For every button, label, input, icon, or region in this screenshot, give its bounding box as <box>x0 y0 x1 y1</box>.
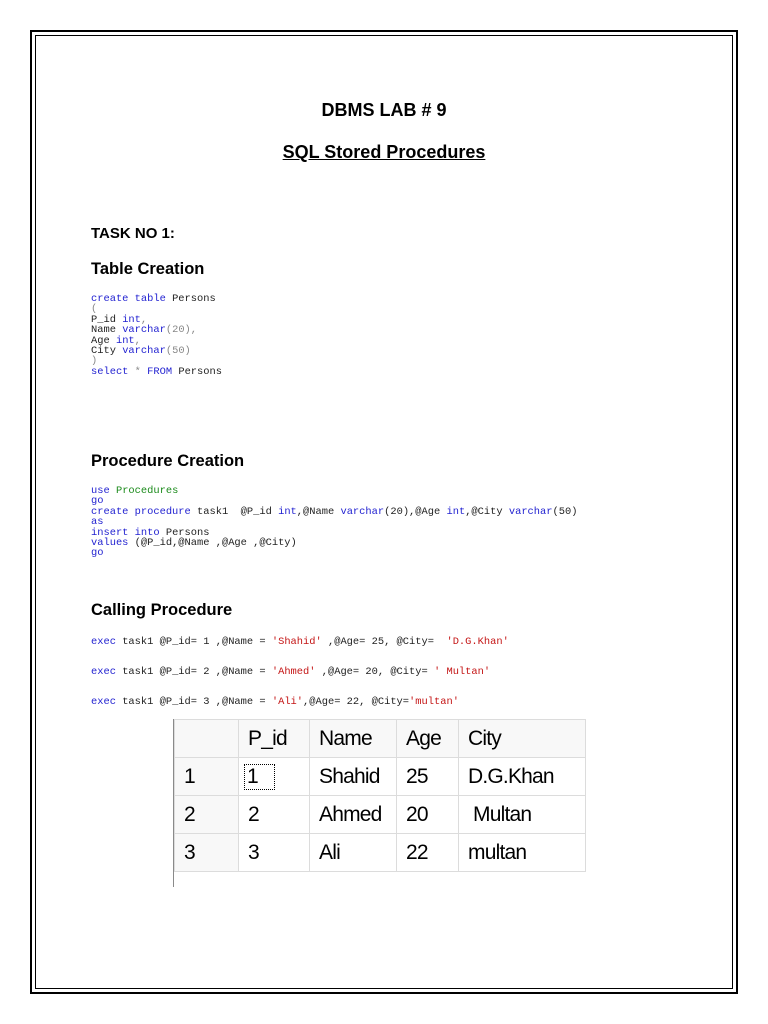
table-creation-heading: Table Creation <box>91 260 205 278</box>
grid-cell-city[interactable]: Multan <box>459 796 586 834</box>
code-token: 'Shahid' <box>271 636 322 648</box>
code-token: varchar <box>340 505 385 518</box>
code-token: * <box>128 365 148 378</box>
code-token: , <box>140 313 148 326</box>
code-token: task1 @P_id= 3 ,@Name = <box>115 696 272 708</box>
code-token: exec <box>91 696 116 708</box>
grid-header-rownum[interactable] <box>175 720 239 758</box>
code-token: int <box>446 505 466 518</box>
code-token: Age <box>91 334 116 347</box>
code-line <box>91 506 577 518</box>
grid-row-number[interactable]: 2 <box>175 796 239 834</box>
code-token: ) <box>91 355 98 368</box>
grid-cell-p-id[interactable] <box>239 758 310 796</box>
grid-cell-name[interactable]: Shahid <box>310 758 397 796</box>
grid-cell-city[interactable]: multan <box>459 834 586 872</box>
code-token: as <box>91 516 104 529</box>
table-creation-code <box>91 294 222 377</box>
code-token: varchar <box>122 324 166 337</box>
procedure-creation-code <box>91 486 577 559</box>
task-heading: TASK NO 1: <box>91 225 175 242</box>
grid-header-city[interactable]: City <box>459 720 586 758</box>
code-token: values <box>91 537 129 550</box>
grid-cell-name[interactable]: Ahmed <box>310 796 397 834</box>
code-token: FROM <box>147 365 173 378</box>
code-line <box>91 547 103 559</box>
exec-call-3 <box>91 696 459 708</box>
code-line <box>91 345 191 357</box>
code-token: Persons <box>172 365 222 378</box>
grid-header-p-id[interactable]: P_id <box>239 720 310 758</box>
code-token: (50) <box>552 505 578 518</box>
code-token: (20), <box>165 324 198 337</box>
grid-row <box>175 758 586 796</box>
code-token: int <box>122 313 141 326</box>
code-token: ,@Name <box>296 505 341 518</box>
code-token: Procedures <box>115 485 179 497</box>
grid-cell-name[interactable]: Ali <box>310 834 397 872</box>
grid-row-number[interactable]: 1 <box>175 758 239 796</box>
code-token: Persons <box>165 293 216 305</box>
code-token: task1 @P_id= 2 ,@Name = <box>115 666 272 678</box>
code-token: select <box>91 365 129 378</box>
code-token: use <box>91 485 116 497</box>
code-token: ,@Age= 22, @City= <box>303 696 410 708</box>
procedure-creation-heading: Procedure Creation <box>91 452 245 470</box>
code-token: 'Ali' <box>271 696 304 708</box>
code-token: int <box>278 505 297 518</box>
exec-call-1 <box>91 636 509 648</box>
code-token: (@P_id,@Name ,@Age ,@City) <box>128 537 297 550</box>
code-token: insert into <box>91 526 160 539</box>
code-token: ,@City <box>465 505 509 518</box>
code-token: City <box>91 345 123 358</box>
code-token: go <box>91 547 104 560</box>
code-line <box>91 366 222 378</box>
code-token: int <box>115 334 135 347</box>
code-token: , <box>134 334 141 347</box>
code-token: Name <box>91 324 123 337</box>
grid-cell-city[interactable]: D.G.Khan <box>459 758 586 796</box>
code-token: 'multan' <box>409 696 459 708</box>
code-token: exec <box>91 666 116 678</box>
grid-row <box>175 796 586 834</box>
code-token: go <box>91 495 104 508</box>
code-token: create procedure <box>91 505 191 518</box>
code-line <box>91 485 178 497</box>
code-line <box>91 537 297 549</box>
code-token: ' Multan' <box>433 666 491 678</box>
grid-header-age[interactable]: Age <box>397 720 459 758</box>
page-title: DBMS LAB # 9 <box>321 100 447 120</box>
page-subtitle: SQL Stored Procedures <box>282 142 486 162</box>
code-token: create table <box>91 293 166 305</box>
selected-cell-p-id[interactable]: 1 <box>244 764 275 790</box>
code-token: task1 @P_id= 1 ,@Name = <box>115 636 272 648</box>
grid-cell-p-id[interactable]: 3 <box>239 834 310 872</box>
grid-cell-age[interactable]: 20 <box>397 796 459 834</box>
grid-header-name[interactable]: Name <box>310 720 397 758</box>
code-line <box>91 293 216 305</box>
code-token: P_id <box>91 313 123 326</box>
code-token: 'Ahmed' <box>271 666 316 678</box>
code-token: ,@Age= 25, @City= <box>321 636 447 648</box>
code-token: (50) <box>165 345 191 358</box>
grid-row-number[interactable]: 3 <box>175 834 239 872</box>
code-token: exec <box>91 636 116 648</box>
code-token: varchar <box>508 505 553 518</box>
code-token: task1 @P_id <box>190 505 279 518</box>
grid-cell-age[interactable]: 22 <box>397 834 459 872</box>
code-token: Persons <box>159 526 210 539</box>
grid-cell-age[interactable]: 25 <box>397 758 459 796</box>
grid-header-row <box>175 720 586 758</box>
exec-call-2 <box>91 666 490 678</box>
results-grid <box>174 719 586 872</box>
grid-cell-p-id[interactable]: 2 <box>239 796 310 834</box>
code-token: (20),@Age <box>384 505 447 518</box>
grid-row <box>175 834 586 872</box>
calling-procedure-heading: Calling Procedure <box>91 601 233 619</box>
code-token: varchar <box>122 345 166 358</box>
code-token: 'D.G.Khan' <box>446 636 509 648</box>
code-token: ( <box>91 303 98 316</box>
code-token: ,@Age= 20, @City= <box>315 666 434 678</box>
